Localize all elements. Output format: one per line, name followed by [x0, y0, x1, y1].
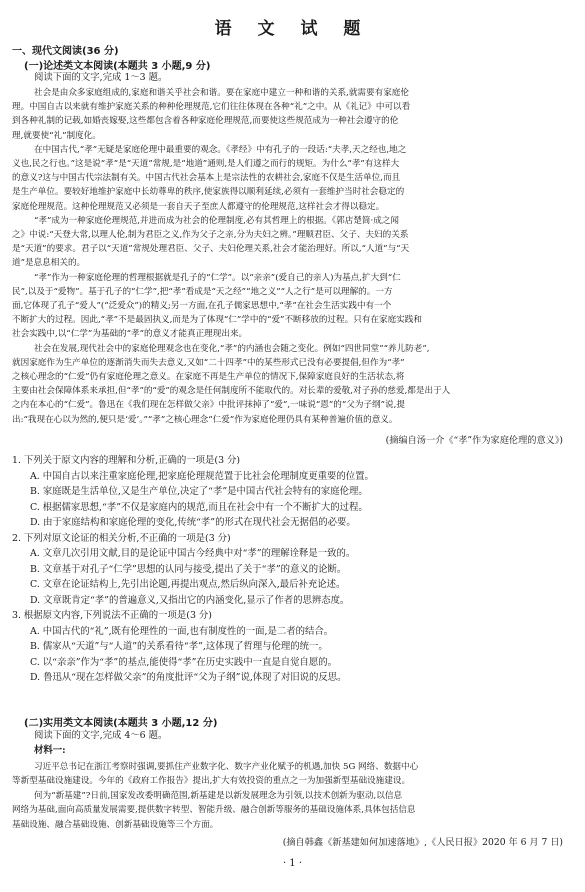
passage-1-line: 道”是息息相关的。 — [12, 258, 86, 269]
question-stem: 1. 下列关于原文内容的理解和分析,正确的一项是(3 分) — [12, 455, 241, 466]
passage-1-line: 面,它体现了孔子“爱人”(“泛爱众”)的精义;另一方面,在孔子儒家思想中,“孝”在社会生活实践中有一个 — [12, 301, 392, 311]
section-heading: 一、现代文阅读(36 分) — [12, 46, 119, 57]
passage-1-line: 是生产单位。要较好地维护家庭中长幼尊卑的秩序,使家族得以顺利延续,必须有一套维护当时社会稳定的 — [12, 187, 405, 198]
passage-1-line: 民”,以及于“爱物”。基于孔子的“仁学”,把“孝”看成是“天之经”“地之义”“人之行”是可以理解的。一方 — [12, 286, 393, 297]
question-option: C. 根据儒家思想,“孝”不仅是家庭内的规范,而且在社会中有一个不断扩大的过程。 — [30, 501, 368, 513]
passage-1-line: 出:“我现在心以为然的,便只是‘爱’。”“孝”之核心理念“仁爱”作为家庭伦理仍具有某种普遍价值的意义。 — [12, 414, 398, 425]
passage-1-line: 就因家庭作为生产单位的逐渐消失而失去意义,又如“二十四孝”中的某些形式已没有必要提倡,但作为“孝” — [12, 357, 405, 368]
question-option: C. 以“亲亲”作为“孝”的基点,能使得“孝”在历史实践中一直是自觉自愿的。 — [30, 656, 338, 668]
passage-1-line: 社会实践中,以“仁学”为基础的“孝”的意义才能真正理现出来。 — [12, 329, 248, 340]
question-option: B. 文章基于对孔子“仁学”思想的认同与接受,提出了关于“孝”的意义的论断。 — [30, 563, 347, 575]
passage-1-line: 是“天道”的要求。君子以“天道”常规处理君臣、父子、夫妇伦理关系,社会才能治理好。所以,“人道”与“天 — [12, 244, 410, 255]
passage-2-line: 等新型基础设施建设。今年的《政府工作报告》提出,扩大有效投资的重点之一为加强新型基础设施建设。 — [12, 776, 411, 787]
passage-1-line: 之内在本心的“仁爱”。鲁迅在《我们现在怎样做父亲》中批评抹掉了“爱”,一味说“恩”的“父为子纲”说,提 — [12, 400, 405, 411]
question-option: A. 中国自古以来注重家庭伦理,把家庭伦理规范置于比社会伦理制度更重要的位置。 — [30, 470, 374, 482]
passage-1-line: “孝”成为一种家庭伦理规范,并进而成为社会的伦理制度,必有其哲理上的根据。《郭店楚简·成之闻 — [34, 215, 400, 226]
question-option: B. 家庭既是生活单位,又是生产单位,决定了“孝”是中国古代社会特有的家庭伦理。 — [30, 486, 368, 497]
question-stem: 3. 根据原文内容,下列说法不正确的一项是(3 分) — [12, 610, 212, 621]
question-stem: 2. 下列对原文论证的相关分析,不正确的一项是(3 分) — [12, 532, 231, 544]
passage-1-line: 理。中国自古以来就有维护家庭关系的种种伦理规范,它们往往体现在各种“礼”之中。从《礼记》中可以看 — [12, 102, 411, 113]
passage-1-line: 社会在发展,现代社会中的家庭伦理观念也在变化,“孝”的内涵也会随之变化。例如“四世同堂”“养儿防老”, — [34, 343, 430, 354]
question-option: D. 鲁迅从“现在怎样做父亲”的角度批评“父为子纲”说,体现了对旧说的反思。 — [30, 672, 347, 683]
passage-1-line: 在中国古代,“孝”无疑是家庭伦理中最重要的观念。《孝经》中有孔子的一段话:“夫孝,天之经也,地之 — [34, 144, 407, 155]
question-option: A. 中国古代的“礼”,既有伦理性的一面,也有制度性的一面,是二者的结合。 — [30, 625, 334, 637]
question-option: C. 文章在论证结构上,先引出论题,再提出观点,然后纵向深入,最后补充论述。 — [30, 579, 346, 590]
passage-1-line: 到各种礼制的记载,如婚丧嫁娶,这些都包含着各种家庭伦理规范,而要使这些规范成为一种社会遵守的伦 — [12, 116, 399, 127]
part2-instruction: 阅读下面的文字,完成 4～6 题。 — [34, 730, 168, 741]
passage-2-source: (摘自韩鑫《新基建如何加速落地》,《人民日报》2020 年 6 月 7 日) — [282, 837, 563, 848]
material-label: 材料一: — [34, 745, 66, 756]
question-option: B. 儒家从“天道”与“人道”的关系看待“孝”,这体现了哲理与伦理的统一。 — [30, 641, 328, 652]
part1-instruction: 阅读下面的文字,完成 1～3 题。 — [34, 72, 168, 83]
passage-1-line: “孝”作为一种家庭伦理的哲理根据就是孔子的“仁学”。以“亲亲”(爱自己的亲人)为基点,扩大到“仁 — [34, 272, 401, 283]
passage-1-line: 之》中说:“天登大常,以理人伦,制为君臣之义,作为父子之亲,分为夫妇之辨。”理顺君臣、父子、夫妇的关系 — [12, 230, 409, 240]
page-number: · 1 · — [282, 858, 303, 869]
passage-1-line: 理,就要使“礼”制度化。 — [12, 130, 101, 141]
passage-1-line: 的意义?这与中国古代宗法制有关。中国古代社会基本上是宗法性的农耕社会,家庭不仅是生活单位,而且 — [12, 173, 401, 184]
passage-2-line: 基础设施、融合基础设施、创新基础设施等三个方面。 — [12, 819, 219, 830]
passage-1-line: 不断扩大的过程。因此,“孝”不是最固执义,而是为了体现“仁”学中的“爱”不断移放的过程。只有在家庭实践和 — [12, 315, 422, 326]
passage-1-line: 之核心理念的“仁爱”仍有家庭伦理之意义。在家庭不再是生产单位的情况下,保障家庭良好的生活状态,将 — [12, 372, 405, 382]
passage-1-line: 家庭伦理规范。这种伦理规范又必须是一套自天子至庶人都遵守的伦理规范,这样社会才得以稳定。 — [12, 201, 385, 212]
question-option: D. 文章既肯定“孝”的普遍意义,又指出它的内涵变化,显示了作者的思辨态度。 — [30, 594, 350, 606]
passage-1-line: 主要由社会保障体系来承担,但“孝”的“爱”的观念是任何制度所不能取代的。对长辈的爱敬,对子孙的慈爱,都是出于人 — [12, 386, 451, 397]
question-option: A. 文章几次引用文献,目的是论证中国古今经典中对“孝”的理解诠释是一致的。 — [30, 548, 356, 559]
passage-1-source: (摘编自汤一介《“孝”作为家庭伦理的意义》) — [385, 435, 563, 446]
part2-heading: (二)实用类文本阅读(本题共 3 小题,12 分) — [24, 718, 218, 729]
passage-1-line: 社会是由众多家庭组成的,家庭和谐关乎社会和谐。要在家庭中建立一种和谐的关系,就需要有家庭伦 — [34, 88, 409, 98]
passage-2-line: 习近平总书记在浙江考察时强调,要抓住产业数字化、数字产业化赋予的机遇,加快 5G 网络、数据中心 — [34, 762, 419, 772]
question-option: D. 由于家庭结构和家庭伦理的变化,传统“孝”的形式在现代社会无据倡的必要。 — [30, 517, 356, 528]
part1-heading: (一)论述类文本阅读(本题共 3 小题,9 分) — [24, 61, 211, 72]
passage-2-line: 网络为基础,面向高质量发展需要,提供数字转型、智能升级、融合创新等服务的基础设施体系,具体包括信息 — [12, 805, 416, 816]
page-title: 语 文 试 题 — [214, 19, 371, 39]
passage-1-line: 义也,民之行也。”这是说“孝”是“天道”常规,是“地道”通则,是人们遵之而行的规矩。为什么“孝”有这样大 — [12, 159, 400, 169]
passage-2-line: 何为“新基建”?日前,国家发改委明确范围,新基建是以新发展理念为引领,以技术创新为驱动,以信息 — [34, 790, 403, 801]
